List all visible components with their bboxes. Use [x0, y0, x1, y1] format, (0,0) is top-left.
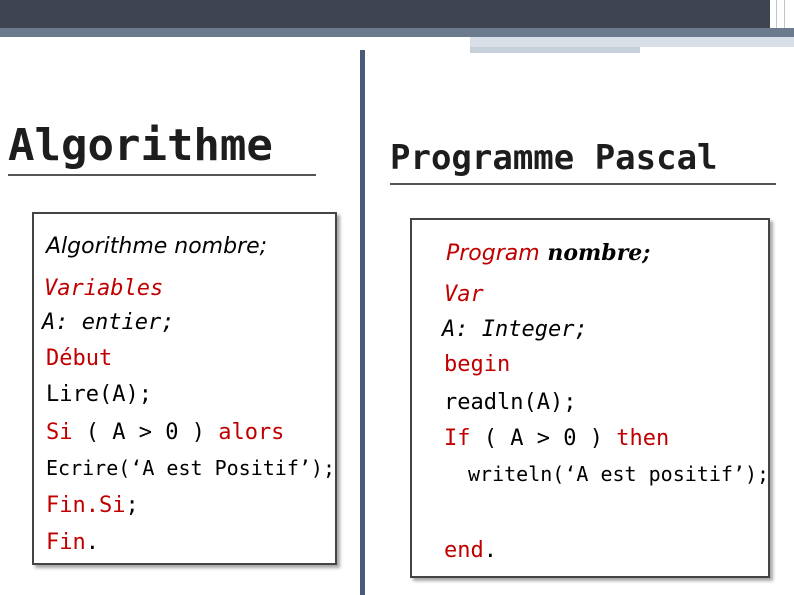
keyword: then	[616, 426, 670, 451]
keyword: Fin	[46, 530, 86, 555]
keyword: Algorithme	[46, 234, 168, 259]
keyword: alors	[218, 420, 285, 445]
code-line: A: entier;	[42, 310, 175, 335]
code-text: .	[85, 530, 99, 555]
right-heading-underline	[390, 183, 776, 185]
code-line: begin	[444, 352, 511, 377]
code-line: A: Integer;	[442, 317, 588, 342]
code-line	[46, 532, 99, 554]
code-line: Lire(A);	[46, 382, 152, 407]
code-text: nombre;	[539, 240, 651, 266]
code-line: Début	[46, 346, 113, 371]
code-text: .	[483, 538, 497, 563]
code-line	[446, 242, 650, 265]
code-line	[46, 236, 267, 258]
code-line: Var	[444, 282, 484, 307]
keyword: If	[444, 426, 471, 451]
code-text: ;	[125, 493, 139, 518]
top-bar	[0, 0, 770, 28]
left-heading: Algorithme	[8, 120, 273, 171]
top-bar-accent	[470, 37, 794, 47]
code-text: nombre;	[167, 234, 268, 259]
code-text: ( A > 0 )	[470, 426, 617, 451]
top-bar-accent-2	[470, 47, 640, 53]
top-bar-stripe	[0, 28, 794, 37]
keyword: Program	[446, 241, 540, 266]
keyword: Fin.Si	[46, 493, 126, 518]
code-line	[444, 428, 669, 450]
column-divider	[360, 50, 365, 595]
code-line: Ecrire(‘A est Positif’);	[46, 456, 335, 480]
keyword: Si	[46, 420, 73, 445]
code-line: readln(A);	[444, 390, 577, 415]
code-line	[46, 495, 139, 517]
keyword: end	[444, 538, 484, 563]
corner-line	[784, 0, 785, 28]
algorithm-code-box	[32, 212, 337, 565]
code-line	[444, 540, 497, 562]
right-heading: Programme Pascal	[390, 138, 718, 178]
code-line: Variables	[44, 276, 164, 301]
left-heading-underline	[8, 174, 316, 176]
code-line	[46, 422, 284, 444]
pascal-code-box	[410, 218, 770, 578]
corner-line	[776, 0, 777, 28]
code-text: ( A > 0 )	[72, 420, 219, 445]
code-line: writeln(‘A est positif’);	[468, 462, 770, 486]
